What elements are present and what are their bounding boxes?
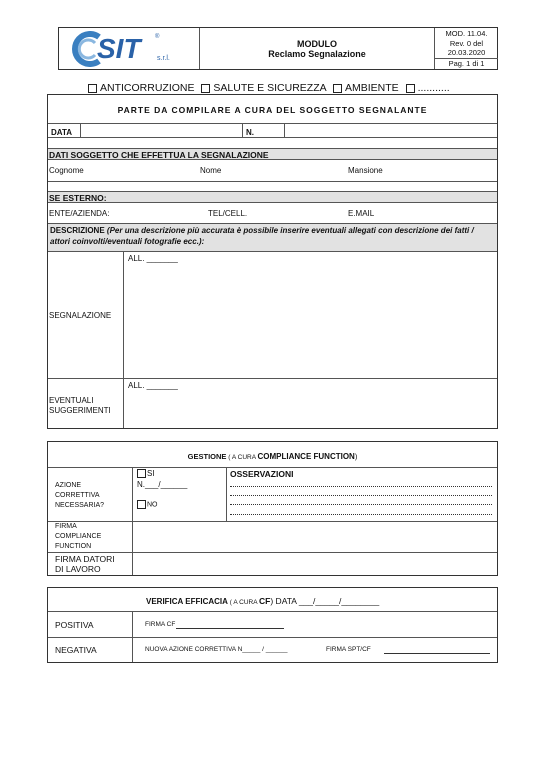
category-other[interactable]: ........... <box>406 82 450 94</box>
firma-spt-label: FIRMA SPT/CF <box>326 646 371 653</box>
email-label: E.MAIL <box>348 209 375 218</box>
osservazioni-line-2[interactable] <box>230 495 492 496</box>
eventuali-label: EVENTUALI <box>49 396 94 405</box>
data-label: DATA <box>51 128 73 137</box>
nome-label: Nome <box>200 166 222 175</box>
n-label: N. <box>246 128 254 137</box>
positiva-label: POSITIVA <box>55 620 94 630</box>
page-number: Pag. 1 di 1 <box>435 58 498 69</box>
osservazioni-label: OSSERVAZIONI <box>230 469 294 479</box>
checkbox-icon[interactable] <box>137 500 146 509</box>
header-box <box>58 27 498 70</box>
checkbox-icon[interactable] <box>137 469 146 478</box>
firma-cf-label-2: COMPLIANCE <box>55 533 102 540</box>
segnalazione-all: ALL. _______ <box>128 254 178 263</box>
title-line1: MODULO <box>297 39 337 49</box>
azione-label-1: AZIONE <box>55 482 82 489</box>
section-segnalante <box>47 94 498 429</box>
category-sicurezza[interactable]: SALUTE E SICUREZZA <box>201 82 326 94</box>
option-no[interactable]: NO <box>137 500 158 509</box>
descrizione-header <box>48 224 497 251</box>
azione-label-2: CORRETTIVA <box>55 492 100 499</box>
verifica-title: VERIFICA EFFICACIA ( A CURA CF) DATA ___/_____/________ <box>146 596 380 606</box>
mansione-label: Mansione <box>348 166 383 175</box>
logo-reg: ® <box>155 34 160 40</box>
logo <box>69 31 194 67</box>
nuova-azione-label[interactable]: NUOVA AZIONE CORRETTIVA N_____ / ______ <box>145 646 288 653</box>
dati-title: DATI SOGGETTO CHE EFFETTUA LA SEGNALAZIONE <box>49 150 269 160</box>
negativa-label: NEGATIVA <box>55 645 97 655</box>
rev-date: 20.03.2020 <box>447 48 486 57</box>
title-line2: Reclamo Segnalazione <box>268 49 366 59</box>
checkbox-icon[interactable] <box>406 84 415 93</box>
descrizione-label: DESCRIZIONE <box>50 226 105 235</box>
doc-meta <box>435 29 498 68</box>
cognome-label: Cognome <box>49 166 84 175</box>
osservazioni-line-3[interactable] <box>230 504 492 505</box>
azione-number-field[interactable]: N.___/______ <box>137 480 188 489</box>
checkbox-icon[interactable] <box>88 84 97 93</box>
firma-cf-verifica-field[interactable] <box>176 628 284 629</box>
firma-cf-label-1: FIRMA <box>55 523 77 530</box>
section-gestione <box>47 441 498 576</box>
se-esterno-label: SE ESTERNO: <box>49 193 107 203</box>
checkbox-icon[interactable] <box>201 84 210 93</box>
logo-text: SIT <box>97 33 141 64</box>
firma-cf-field[interactable] <box>133 522 497 552</box>
category-anticorruzione[interactable]: ANTICORRUZIONE <box>88 82 195 94</box>
descrizione-note: (Per una descrizione più accurata è possibile inserire eventuali allegati con descrizione dei fatti / attori coinvolti/eventuali fotografie ecc.): <box>50 226 474 246</box>
category-ambiente[interactable]: AMBIENTE <box>333 82 399 94</box>
suggerimenti-all: ALL. _______ <box>128 381 178 390</box>
checkbox-icon[interactable] <box>333 84 342 93</box>
segnalazione-field[interactable] <box>124 265 497 377</box>
firma-cf-verifica-label: FIRMA CF <box>145 621 176 628</box>
suggerimenti-label: SUGGERIMENTI <box>49 406 111 415</box>
n-field[interactable] <box>285 124 497 137</box>
osservazioni-line-1[interactable] <box>230 486 492 487</box>
gestione-title: GESTIONE ( A CURA COMPLIANCE FUNCTION) <box>187 452 358 461</box>
firma-dl-label-1: FIRMA DATORI <box>55 554 115 564</box>
suggerimenti-field[interactable] <box>124 391 497 428</box>
osservazioni-line-4[interactable] <box>230 514 492 515</box>
segnalazione-label: SEGNALAZIONE <box>49 311 112 320</box>
ente-label: ENTE/AZIENDA: <box>49 209 110 218</box>
option-si[interactable]: SI <box>137 469 155 478</box>
tel-label: TEL/CELL. <box>208 209 248 218</box>
data-field[interactable] <box>81 124 242 137</box>
category-row <box>88 82 450 94</box>
header-title <box>200 39 434 59</box>
firma-dl-label-2: DI LAVORO <box>55 564 101 574</box>
logo-suffix: s.r.l. <box>157 55 170 62</box>
section1-title: PARTE DA COMPILARE A CURA DEL SOGGETTO SEGNALANTE <box>117 105 428 115</box>
section-verifica <box>47 587 498 663</box>
rev: Rev. 0 del <box>449 38 484 48</box>
firma-cf-label-3: FUNCTION <box>55 543 92 550</box>
firma-dl-field[interactable] <box>133 553 497 575</box>
azione-label-3: NECESSARIA? <box>55 502 105 509</box>
mod-code: MOD. 11.04. <box>445 29 488 38</box>
firma-spt-field[interactable] <box>384 653 490 654</box>
